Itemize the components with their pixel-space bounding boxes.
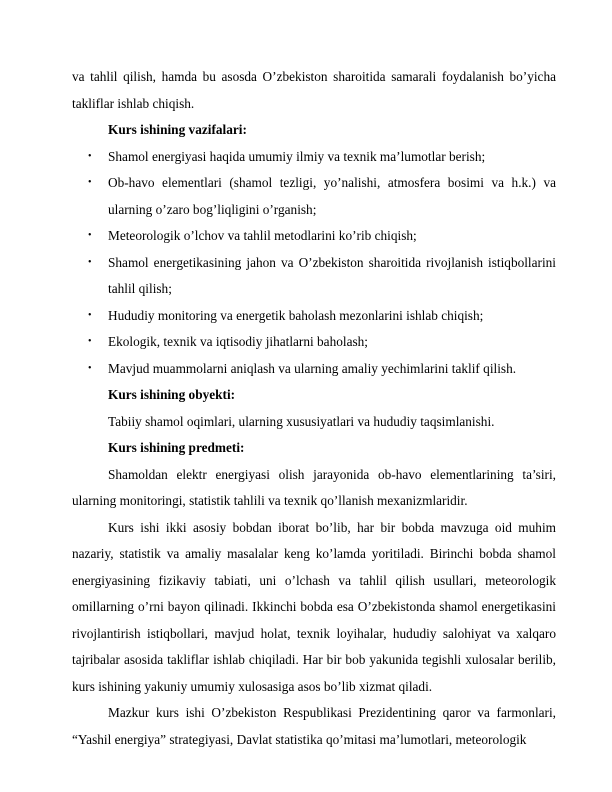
bullet-icon: •	[88, 150, 92, 162]
tasks-heading: Kurs ishining vazifalari:	[108, 122, 247, 137]
bullet-icon: •	[88, 256, 92, 268]
list-item	[72, 303, 556, 330]
list-item-text: Shamol energetikasining jahon va O’zbekiston sharoitida rivojlanish istiqbollarini tahlil qilish;	[108, 254, 556, 296]
bullet-icon: •	[88, 309, 92, 321]
list-item	[72, 144, 556, 171]
tasks-list	[72, 144, 556, 383]
list-item	[72, 170, 556, 223]
intro-paragraph: va tahlil qilish, hamda bu asosda O’zbekiston sharoitida samarali foydalanish bo’yicha takliflar ishlab chiqish.	[72, 69, 556, 111]
list-item	[72, 329, 556, 356]
sources-paragraph: Mazkur kurs ishi O’zbekiston Respublikasi Prezidentining qaror va farmonlari, “Yashil energiya” strategiyasi, Davlat statistika qo’mitasi ma’lumotlari, meteorologik	[72, 705, 556, 747]
list-item-text: Shamol energiyasi haqida umumiy ilmiy va texnik ma’lumotlar berish;	[108, 148, 486, 164]
list-item	[72, 223, 556, 250]
object-heading: Kurs ishining obyekti:	[108, 387, 236, 402]
object-paragraph: Tabiiy shamol oqimlari, ularning xususiyatlari va hududiy taqsimlanishi.	[108, 413, 495, 429]
subject-heading: Kurs ishining predmeti:	[108, 440, 245, 455]
structure-paragraph: Kurs ishi ikki asosiy bobdan iborat bo’lib, har bir bobda mavzuga oid muhim nazariy, statistik va amaliy masalalar keng ko’lamda yoritiladi. Birinchi bobda shamol energiyasining fizikaviy tabiati, uni o’lchash va tahlil qilish usullari, meteorologik omillarning o’rni bayon qilinadi. Ikkinchi bobda esa O’zbekistonda shamol energetikasini rivojlantirish istiqbollari, mavjud holat, texnik loyihalar, hududiy salohiyat va xalqaro tajribalar asosida takliflar ishlab chiqiladi. Har bir bob yakunida tegishli xulosalar berilib, kurs ishining yakuniy umumiy xulosasiga asos bo’lib xizmat qiladi.	[72, 519, 556, 694]
bullet-icon: •	[88, 336, 92, 347]
subject-paragraph: Shamoldan elektr energiyasi olish jarayonida ob-havo elementlarining ta’siri, ularning monitoringi, statistik tahlili va texnik qo’llanish mexanizmlaridir.	[72, 466, 556, 508]
list-item-text: Ob-havo elementlari (shamol tezligi, yo’nalishi, atmosfera bosimi va h.k.) va ularning o’zaro bog’liqligini o’rganish;	[108, 175, 556, 217]
list-item-text: Mavjud muammolarni aniqlash va ularning amaliy yechimlarini taklif qilish.	[108, 360, 517, 376]
bullet-icon: •	[88, 362, 92, 374]
bullet-icon: •	[88, 177, 92, 188]
bullet-icon: •	[88, 230, 92, 241]
document-page	[72, 64, 556, 753]
list-item	[72, 356, 556, 383]
list-item-text: Hududiy monitoring va energetik baholash mezonlarini ishlab chiqish;	[108, 307, 484, 323]
list-item	[72, 250, 556, 303]
list-item-text: Ekologik, texnik va iqtisodiy jihatlarni baholash;	[108, 334, 368, 349]
list-item-text: Meteorologik o’lchov va tahlil metodlarini ko’rib chiqish;	[108, 228, 417, 243]
